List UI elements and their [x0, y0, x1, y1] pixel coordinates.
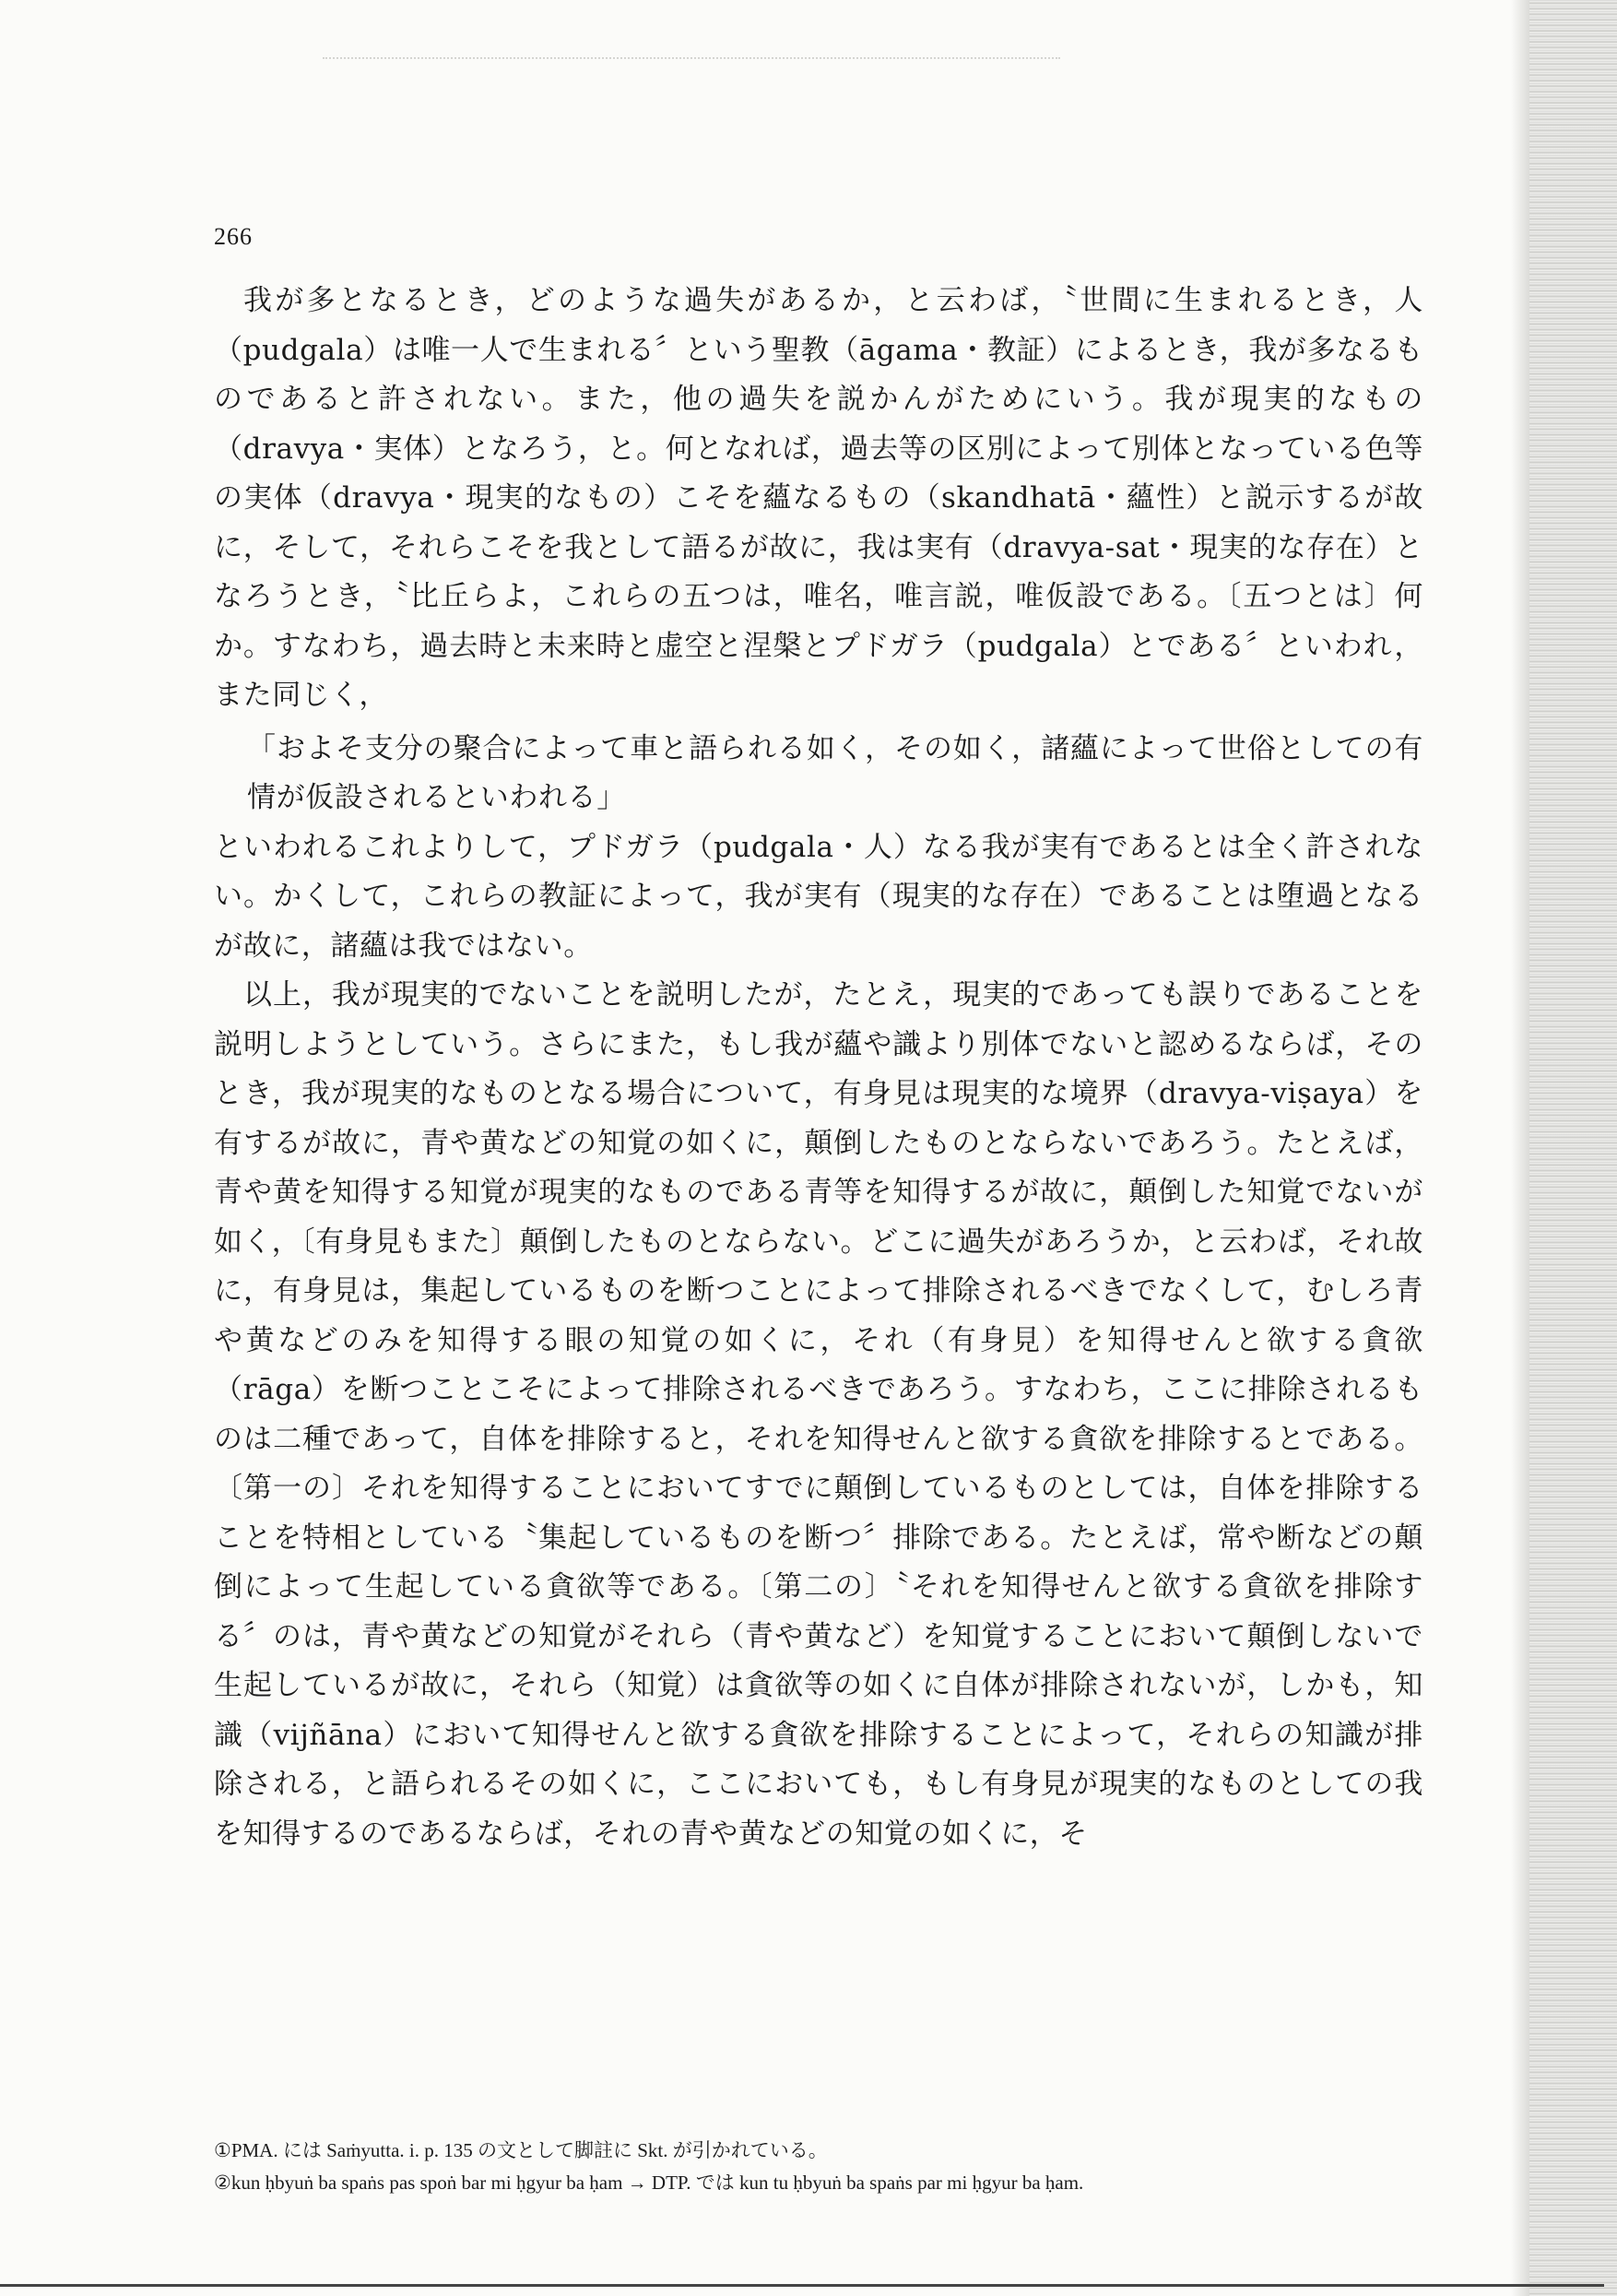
scan-bottom-line	[0, 2284, 1604, 2287]
footnote-2: ②kun ḥbyuṅ ba spaṅs pas spoṅ bar mi ḥgyur ba ḥam → DTP. では kun tu ḥbyuṅ ba spaṅs par mi ḥgyur ba ḥam.	[214, 2172, 1084, 2194]
footnote-1: ①PMA. には Saṁyutta. i. p. 135 の文として脚註に Skt. が引かれている。	[214, 2139, 828, 2161]
paragraph-2: といわれるこれよりして，プドガラ（pudgala・人）なる我が実有であるとは全く許されない。かくして，これらの教証によって，我が実有（現実的な存在）であることは堕過となるが故に，諸蘊は我ではない。	[214, 830, 1423, 963]
quoted-verse: 「およそ支分の聚合によって車と語られる如く，その如く，諸蘊によって世俗としての有情が仮設されるといわれる」	[247, 731, 1423, 814]
paragraph-3: 以上，我が現実的でないことを説明したが，たとえ，現実的であっても誤りであることを説明しようとしていう。さらにまた，もし我が蘊や識より別体でないと認めるならば，そのとき，我が現実的なものとなる場合について，有身見は現実的な境界（dravya-viṣaya）を有するが故に，青や黄などの知覚の如くに，顛倒したものとならないであろう。たとえば，青や黄を知得する知覚が現実的なものである青等を知得するが故に，顛倒した知覚でないが如く，〔有身見もまた〕顛倒したものとならない。どこに過失があろうか，と云わば，それ故に，有身見は，集起しているものを断つことによって排除されるべきでなくして，むしろ青や黄などのみを知得する眼の知覚の如くに，それ（有身見）を知得せんと欲する貪欲（rāga）を断つことこそによって排除されるべきであろう。すなわち，ここに排除されるものは二種であって，自体を排除すると，それを知得せんと欲する貪欲を排除するとである。〔第一の〕それを知得することにおいてすでに顛倒しているものとしては，自体を排除することを特相としている〝集起しているものを断つ〞排除である。たとえば，常や断などの顛倒によって生起している貪欲等である。〔第二の〕〝それを知得せんと欲する貪欲を排除する〞のは，青や黄などの知覚がそれら（青や黄など）を知覚することにおいて顛倒しないで生起しているが故に，それら（知覚）は貪欲等の如くに自体が排除されないが，しかも，知識（vijñāna）において知得せんと欲する貪欲を排除することによって，それらの知識が排除される，と語られるその如くに，ここにおいても，もし有身見が現実的なものとしての我を知得するのであるならば，それの青や黄などの知覚の如くに，そ	[214, 978, 1423, 1851]
scan-edge-gradient	[1511, 0, 1529, 2296]
paragraph-1: 我が多となるとき，どのような過失があるか，と云わば，〝世間に生まれるとき，人（pudgala）は唯一人で生まれる〞という聖教（āgama・教証）によるとき，我が多なるものであると許されない。また，他の過失を説かんがためにいう。我が現実的なもの（dravya・実体）となろう，と。何となれば，過去等の区別によって別体となっている色等の実体（dravya・現実的なもの）こそを蘊なるもの（skandhatā・蘊性）と説示するが故に，そして，それらこそを我として語るが故に，我は実有（dravya-sat・現実的な存在）となろうとき，〝比丘らよ，これらの五つは，唯名，唯言説，唯仮設である。〔五つとは〕何か。すなわち，過去時と未来時と虚空と涅槃とプドガラ（pudgala）とである〞といわれ，また同じく，	[214, 284, 1423, 712]
body-text	[214, 277, 1423, 1859]
scan-edge-shadow	[1529, 0, 1617, 2296]
page-number: 266	[214, 223, 253, 250]
scan-noise	[323, 57, 1060, 65]
footnotes	[214, 2135, 1423, 2199]
